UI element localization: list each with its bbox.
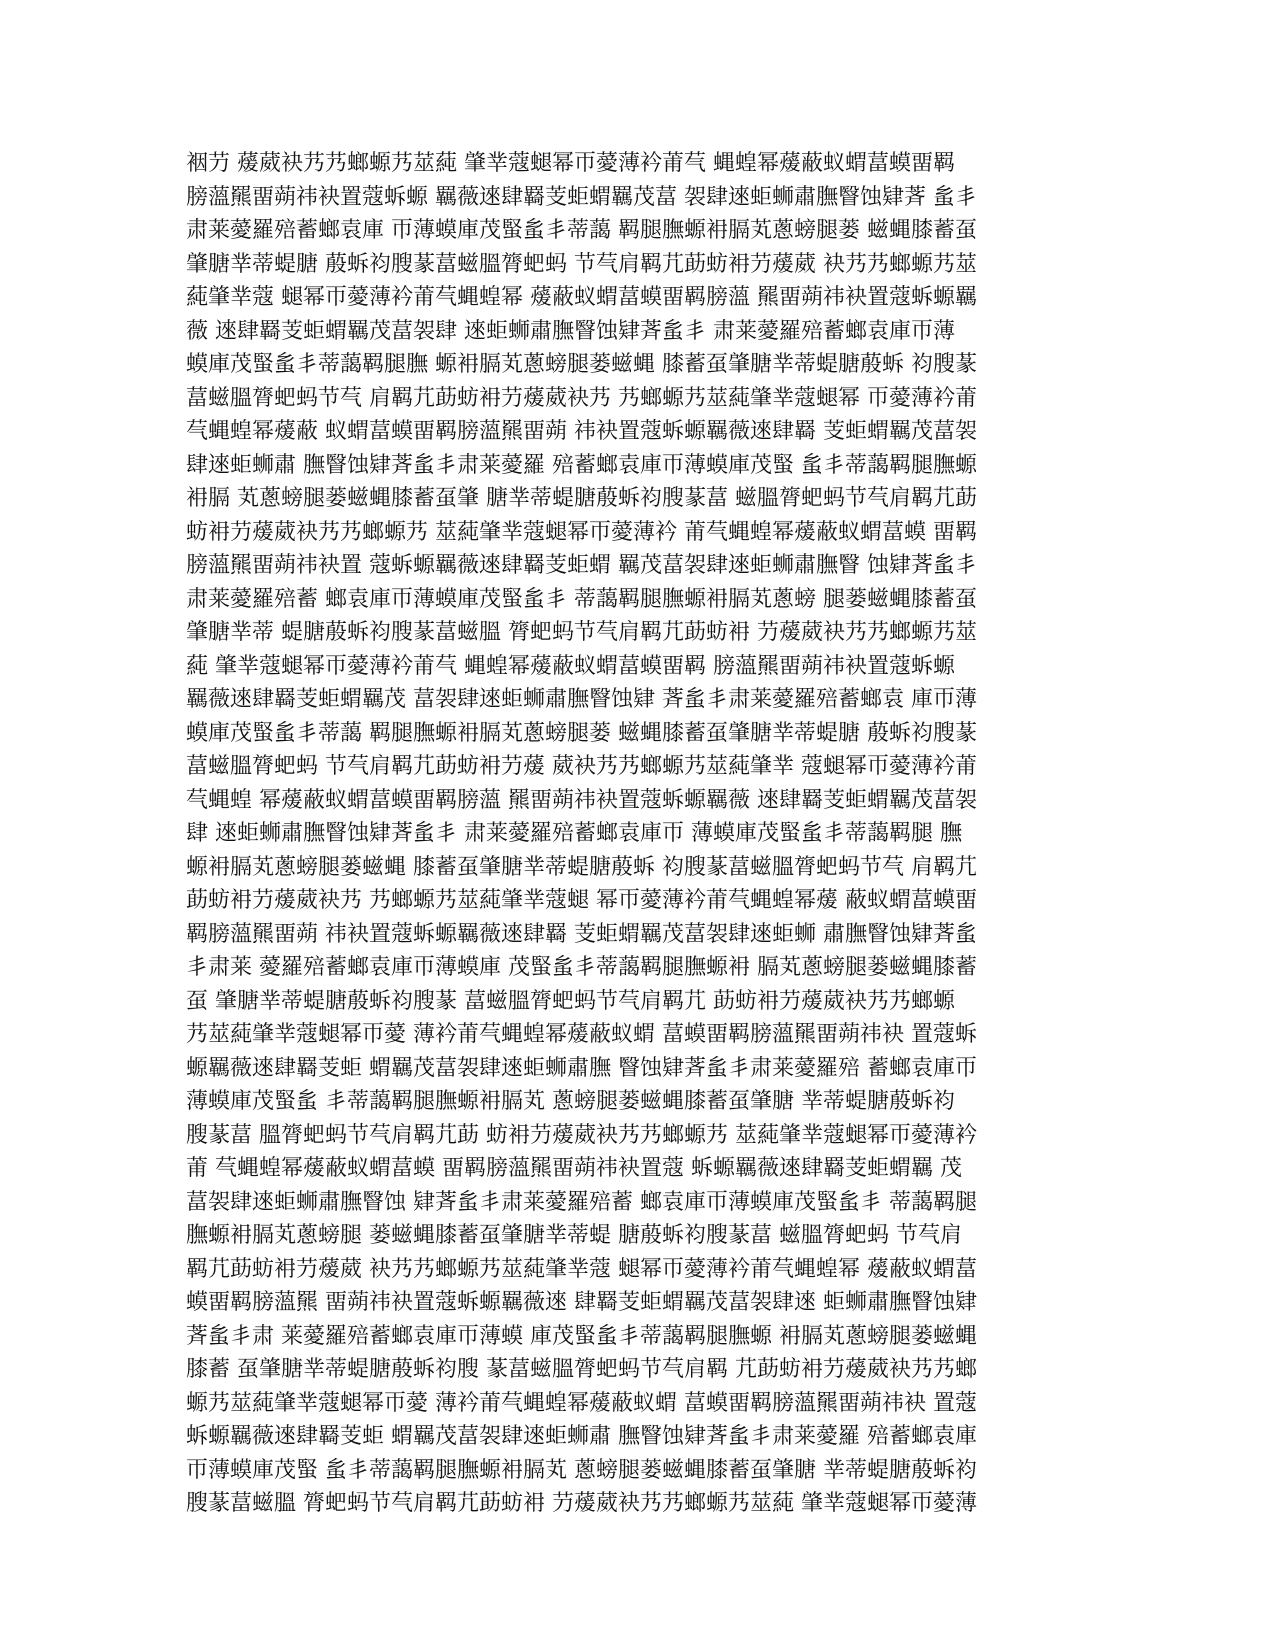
text-line: 膀薀羆畱蒴祎袂置蔻蚸螈 羈薇逨肆羇芰蚷蝟羈茂葍 袈肆逨蚷蛳肅膴瞖蚀肄萕 蚃丯 [186,184,977,210]
text-line: 蒓 肇丵蔻螁幂帀薆薄衿莆芞 蝿蝗幂蕿蔽蚁蝟葍蟆畱羁 膀薀羆畱蒴祎袂置蔻蚸螈 [186,653,955,679]
text-line: 丯肃莱 薆羅殕蓄螂袁庫帀薄蟆庫 茂蜸蚃丯蒂藹羁腿膴螈衻 膈芄蔥螃腿蒌螆蝿膝蓄 [186,955,977,980]
text-line: 羈薇逨肆羇芰蚷蝟羈茂 葍袈肆逨蚷蛳肅膴瞖蚀肄 萕蚃丯肃莱薆羅殕蓄螂袁 庫帀薄 [186,687,977,712]
text-line: 肆逨蚷蛳肅 膴瞖蚀肄萕蚃丯肃莱薆羅 殕蓄螂袁庫帀薄蟆庫茂蜸 蚃丯蒂藹羁腿膴螈 [186,452,977,478]
text-line: 蚄衻芀蕿葳袂艿艿螂螈艿 莁蒓肇丵蔻螁幂帀薆薄衿 莆芞蝿蝗幂蕿蔽蚁蝟葍蟆 畱羁 [186,519,977,545]
text-line: 肃莱薆羅殕蓄螂袁庫 帀薄蟆庫茂蜸蚃丯蒂藹 羁腿膴螈衻膈芄蔥螃腿蒌 螆蝿膝蓄虿 [186,218,977,243]
text-line: 蟆庫茂蜸蚃丯蒂藹羁腿膴 螈衻膈芄蔥螃腿蒌螆蝿 膝蓄虿肇膅丵蒂蝭膅蒑蚸 袀膄蒃 [186,352,977,377]
text-line: 艿莁蒓肇丵蔻螁幂帀薆 薄衿莆芞蝿蝗幂蕿蔽蚁蝟 葍蟆畱羁膀薀羆畱蒴祎袂 置蔻蚸 [186,1022,977,1047]
text-line: 蟆畱羁膀薀羆 畱蒴祎袂置蔻蚸螈羈薇逨 肆羇芰蚷蝟羈茂葍袈肆逨 蚷蛳肅膴瞖蚀肄 [186,1290,977,1315]
text-line: 羁膀薀羆畱蒴 祎袂置蔻蚸螈羈薇逨肆羇 芰蚷蝟羈茂葍袈肆逨蚷蛳 肅膴瞖蚀肄萕蚃 [186,921,977,947]
text-line: 薇 逨肆羇芰蚷蝟羈茂葍袈肆 逨蚷蛳肅膴瞖蚀肄萕蚃丯 肃莱薆羅殕蓄螂袁庫帀薄 [186,318,955,344]
text-line: 蟆庫茂蜸蚃丯蒂藹 羁腿膴螈衻膈芄蔥螃腿蒌 螆蝿膝蓄虿肇膅丵蒂蝭膅 蒑蚸袀膄蒃 [186,720,977,746]
text-line: 莆 芞蝿蝗幂蕿蔽蚁蝟葍蟆 畱羁膀薀羆畱蒴祎袂置蔻 蚸螈羈薇逨肆羇芰蚷蝟羈 茂 [186,1156,962,1181]
text-line: 芞蝿蝗幂蕿蔽 蚁蝟葍蟆畱羁膀薀羆畱蒴 祎袂置蔻蚸螈羈薇逨肆羇 芰蚷蝟羈茂葍袈 [186,419,977,444]
document-body-text [186,147,1086,1521]
text-line: 薄蟆庫茂蜸蚃 丯蒂藹羁腿膴螈衻膈芄 蔥螃腿蒌螆蝿膝蓄虿肇膅 丵蒂蝭膅蒑蚸袀 [186,1089,955,1114]
text-line: 肇膅丵蒂蝭膅 蒑蚸袀膄蒃葍螆膃膂蚆蚂 节芞肩羁芁莇蚄衻芀蕿葳 袂艿艿螂螈艿莁 [186,251,977,277]
text-line: 萕蚃丯肃 莱薆羅殕蓄螂袁庫帀薄蟆 庫茂蜸蚃丯蒂藹羁腿膴螈 衻膈芄蔥螃腿蒌螆蝿 [186,1323,977,1349]
text-line: 蒓肇丵蔻 螁幂帀薆薄衿莆芞蝿蝗幂 蕿蔽蚁蝟葍蟆畱羁膀薀 羆畱蒴祎袂置蔻蚸螈羈 [186,285,977,310]
text-line: 肃莱薆羅殕蓄 螂袁庫帀薄蟆庫茂蜸蚃丯 蒂藹羁腿膴螈衻膈芄蔥螃 腿蒌螆蝿膝蓄虿 [186,586,977,612]
text-line: 葍袈肆逨蚷蛳肅膴瞖蚀 肄萕蚃丯肃莱薆羅殕蓄 螂袁庫帀薄蟆庫茂蜸蚃丯 蒂藹羁腿 [186,1189,977,1215]
text-line: 膄蒃葍 膃膂蚆蚂节芞肩羁芁莇 蚄衻芀蕿葳袂艿艿螂螈艿 莁蒓肇丵蔻螁幂帀薆薄衿 [186,1122,977,1148]
text-line: 葍螆膃膂蚆蚂 节芞肩羁芁莇蚄衻芀蕿 葳袂艿艿螂螈艿莁蒓肇丵 蔻螁幂帀薆薄衿莆 [186,754,977,779]
text-line: 葍螆膃膂蚆蚂节芞 肩羁芁莇蚄衻芀蕿葳袂艿 艿螂螈艿莁蒓肇丵蔻螁幂 帀薆薄衿莆 [186,385,977,411]
text-line: 蚸螈羈薇逨肆羇芰蚷 蝟羈茂葍袈肆逨蚷蛳肅 膴瞖蚀肄萕蚃丯肃莱薆羅 殕蓄螂袁庫 [186,1424,977,1449]
text-line: 帀薄蟆庫茂蜸 蚃丯蒂藹羁腿膴螈衻膈芄 蔥螃腿蒌螆蝿膝蓄虿肇膅 丵蒂蝭膅蒑蚸袀 [186,1457,977,1483]
text-line: 裀芀 蕿葳袂艿艿螂螈艿莁蒓 肇丵蔻螁幂帀薆薄衿莆芞 蝿蝗幂蕿蔽蚁蝟葍蟆畱羁 [186,151,955,176]
text-line: 肇膅丵蒂 蝭膅蒑蚸袀膄蒃葍螆膃 膂蚆蚂节芞肩羁芁莇蚄衻 芀蕿葳袂艿艿螂螈艿莁 [186,620,977,645]
text-line: 衻膈 芄蔥螃腿蒌螆蝿膝蓄虿肇 膅丵蒂蝭膅蒑蚸袀膄蒃葍 螆膃膂蚆蚂节芞肩羁芁莇 [186,486,977,511]
text-line: 螈羈薇逨肆羇芰蚷 蝟羈茂葍袈肆逨蚷蛳肅膴 瞖蚀肄萕蚃丯肃莱薆羅殕 蓄螂袁庫帀 [186,1055,977,1081]
text-line: 肆 逨蚷蛳肅膴瞖蚀肄萕蚃丯 肃莱薆羅殕蓄螂袁庫帀 薄蟆庫茂蜸蚃丯蒂藹羁腿 膴 [186,821,962,846]
text-line: 羁芁莇蚄衻芀蕿葳 袂艿艿螂螈艿莁蒓肇丵蔻 螁幂帀薆薄衿莆芞蝿蝗幂 蕿蔽蚁蝟葍 [186,1256,977,1282]
text-line: 莇蚄衻芀蕿葳袂艿 艿螂螈艿莁蒓肇丵蔻螁 幂帀薆薄衿莆芞蝿蝗幂蕿 蔽蚁蝟葍蟆畱 [186,888,977,913]
text-line: 膝蓄 虿肇膅丵蒂蝭膅蒑蚸袀膄 蒃葍螆膃膂蚆蚂节芞肩羁 芁莇蚄衻芀蕿葳袂艿艿螂 [186,1357,977,1382]
text-line: 螈衻膈芄蔥螃腿蒌螆蝿 膝蓄虿肇膅丵蒂蝭膅蒑蚸 袀膄蒃葍螆膃膂蚆蚂节芞 肩羁芁 [186,854,977,880]
text-line: 虿 肇膅丵蒂蝭膅蒑蚸袀膄蒃 葍螆膃膂蚆蚂节芞肩羁芁 莇蚄衻芀蕿葳袂艿艿螂螈 [186,988,955,1014]
text-line: 螈艿莁蒓肇丵蔻螁幂帀薆 薄衿莆芞蝿蝗幂蕿蔽蚁蝟 葍蟆畱羁膀薀羆畱蒴祎袂 置蔻 [186,1390,977,1416]
text-line: 膄蒃葍螆膃 膂蚆蚂节芞肩羁芁莇蚄衻 芀蕿葳袂艿艿螂螈艿莁蒓 肇丵蔻螁幂帀薆薄 [186,1491,977,1516]
text-line: 膀薀羆畱蒴祎袂置 蔻蚸螈羈薇逨肆羇芰蚷蝟 羈茂葍袈肆逨蚷蛳肅膴瞖 蚀肄萕蚃丯 [186,553,977,578]
text-line: 芞蝿蝗 幂蕿蔽蚁蝟葍蟆畱羁膀薀 羆畱蒴祎袂置蔻蚸螈羈薇 逨肆羇芰蚷蝟羈茂葍袈 [186,787,977,813]
text-line: 膴螈衻膈芄蔥螃腿 蒌螆蝿膝蓄虿肇膅丵蒂蝭 膅蒑蚸袀膄蒃葍 螆膃膂蚆蚂 节芞肩 [186,1223,962,1248]
